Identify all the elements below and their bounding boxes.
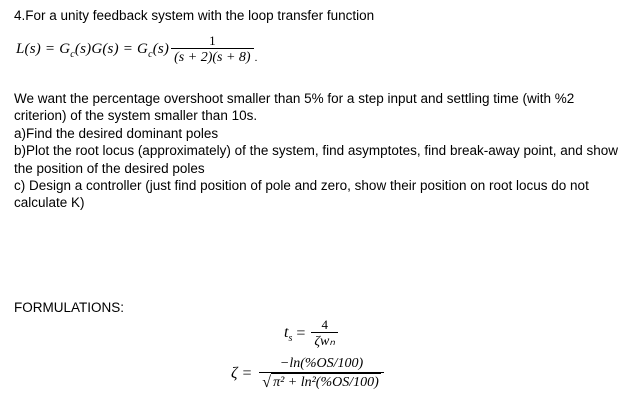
zeta-numerator: −ln(%OS/100) [279,356,364,371]
problem-title: 4.For a unity feedback system with the loop transfer function [14,8,375,23]
part-a: a)Find the desired dominant poles [14,125,219,141]
part-b: b)Plot the root locus (approximately) of the system, find asymptotes, find break-away point, and show the position of the desired poles [14,143,619,176]
part-c: c) Design a controller (just find position of pole and zero, show their position on root locus do not calculate K) [14,178,589,211]
zeta-fraction [259,356,384,392]
tf-trailing-mark: . [254,52,258,64]
zeta-denominator-radicand: π² + ln²(%OS/100) [273,375,379,390]
settling-time-formula [284,318,338,350]
ts-denominator: ζwₙ [314,334,335,349]
ts-equals: = [296,325,306,342]
tf-numerator: 1 [209,33,216,48]
ts-lhs: $t_s$ [284,323,293,345]
sqrt-symbol: √ [262,373,272,391]
transfer-function-lhs [16,41,169,60]
problem-text [14,90,626,212]
ts-numerator: 4 [321,317,328,332]
tf-lhs-text: $L(s) = G_c(s)G(s) = G_c(s)$ [16,40,170,60]
damping-ratio-formula [231,356,384,392]
formulations-heading: FORMULATIONS: [14,300,125,315]
problem-statement: We want the percentage overshoot smaller than 5% for a step input and settling time (with %2 criterion) of the system smaller than 10s. [14,91,575,124]
ts-fraction [311,318,338,350]
transfer-function-fraction [171,34,253,66]
zeta-denominator [259,373,384,392]
zeta-lhs: ζ = [231,365,253,382]
tf-denominator: (s + 2)(s + 8) [174,50,251,65]
transfer-function-equation [16,34,257,66]
